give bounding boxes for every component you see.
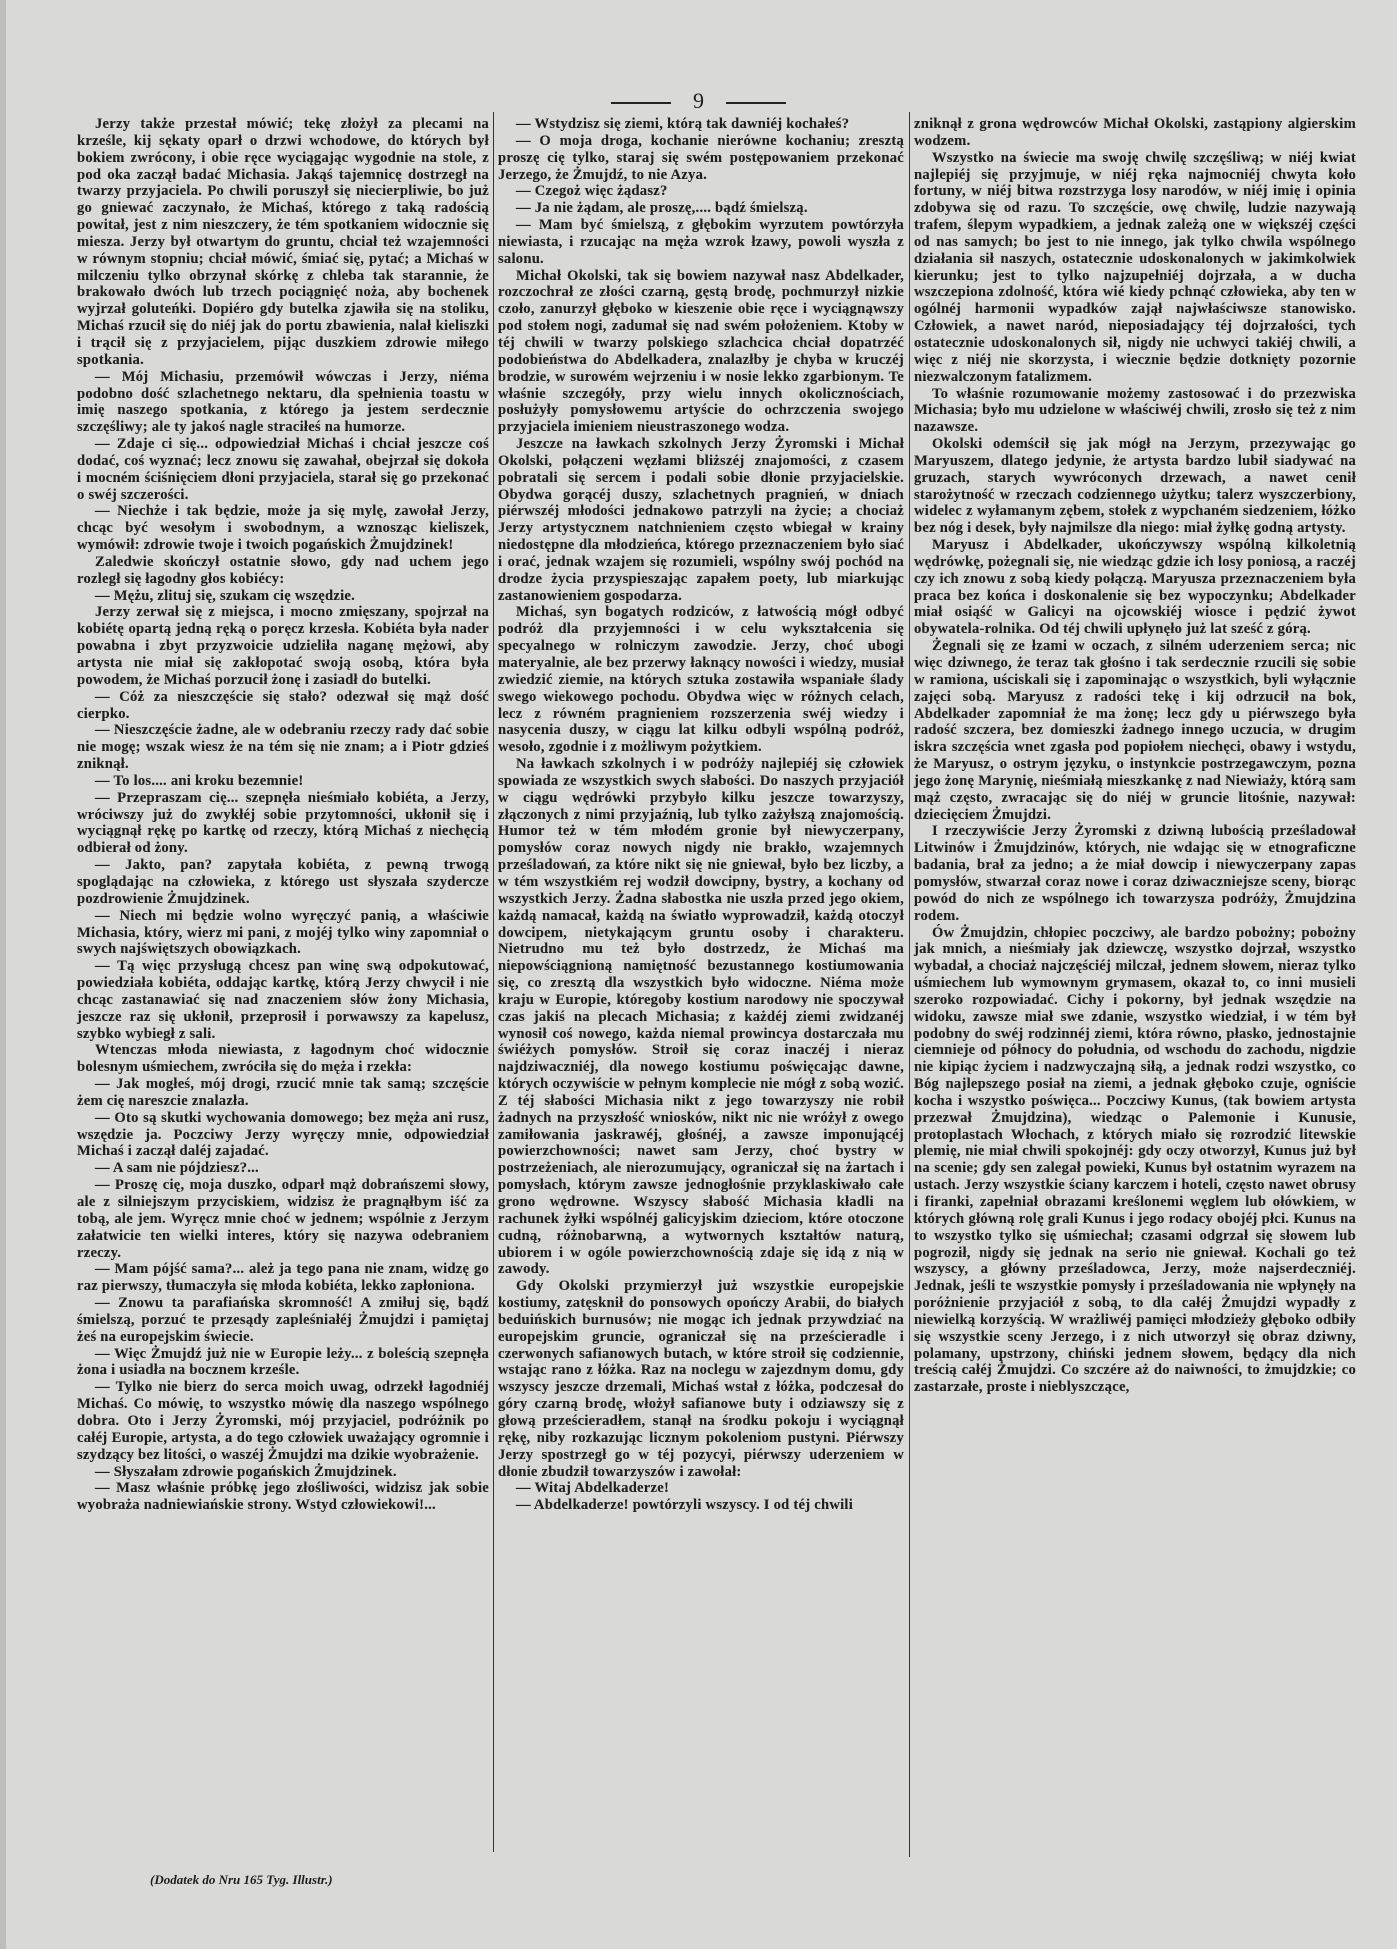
paragraph: Wszystko na świecie ma swoję chwilę szczęśliwą; w niéj kwiat najlepiéj się przyjmuje, w niéj ręka najmocniéj chwyta koło fortuny, w niéj bitwa rozstrzyga losy narodów, w niéj imię i opinia zdobywa się od razu. To szczęście, owę chwilę, ludzie nazywają trafem, ślepym wypadkiem, a jednak zależą one w większéj części od nas samych; bo jest to nie innego, jak tylko chwila wspólnego działania sił naszych, ostatecznie udoskonalonych w jakimkolwiek kierunku; jest to tylko najzupełniéj dojrzała, a w ducha wszczepiona zdolność, która wié kiedy pchnąć człowieka, aby ten w ogólnéj harmonii wypadków zajął najwłaściwsze stanowisko. Człowiek, a nawet naród, nieposiadający téj dojrzałości, tych ostatecznie udoskonalonych sił, nigdy nie uchwyci takiéj chwili, a więc z niéj nie skorzysta, i wiecznie będzie dotknięty pozornie niezwalczonym fatalizmem. xyxy=(914,149,1356,385)
paragraph: Jerzy zerwał się z miejsca, i mocno zmięszany, spojrzał na kobiétę opartą jedną ręką o poręcz krzesła. Kobiéta była nader powabna i zbyt przyzwoicie udzieliła naganę mężowi, aby artysta nie miał się zakłopotać swoją osobą, która była powodem, że Michaś porzucił żonę i zasiadł do butelki. xyxy=(77,604,489,688)
paragraph: — Słyszałam zdrowie pogańskich Żmujdzinek. xyxy=(95,1463,397,1480)
supplement-note: (Dodatek do Nru 165 Tyg. Illustr.) xyxy=(150,1872,333,1887)
paragraph: — Zdaje ci się... odpowiedział Michaś i chciał jeszcze coś dodać, coś wyznać; lecz znowu się zawahał, obejrzał się dokoła i mocném ściśnięciem dłoni przyjaciela, starał się go przekonać o swéj szczerości. xyxy=(77,436,489,503)
paragraph: Wtenczas młoda niewiasta, z łagodnym choć widocznie bolesnym uśmiechem, zwróciła się do męża i rzekła: xyxy=(77,1042,489,1076)
paragraph: — Abdelkaderze! powtórzyli wszyscy. I od téj chwili xyxy=(516,1497,854,1514)
paragraph: — Oto są skutki wychowania domowego; bez męża ani rusz, wszędzie ja. Poczciwy Jerzy wyręczy mnie, odpowiedział Michaś i zaczął daléj zajadać. xyxy=(77,1109,489,1160)
paragraph: — Jak mogłeś, mój drogi, rzucić mnie tak samą; szczęście żem cię nareszcie znalazła. xyxy=(77,1076,489,1109)
paragraph: — Ja nie żądam, ale proszę,.... bądź śmielszą. xyxy=(516,200,808,217)
paragraph: Gdy Okolski przymierzył już wszystkie europejskie kostiumy, zatęsknił do ponsowych opończy Arabii, do białych beduińskich burnusów; nie mogąc ich jednak przywdziać na europejskim gruncie, ograniczał się na prześcieradle i czerwonych safianowych butach, w które stroił się codziennie, wstając rano z łóżka. Raz na noclegu w zajezdnym domu, gdy wszyscy jeszcze drzemali, Michaś wstał z łóżka, podczesał do góry czarną brodę, włożył safianowe buty i odziawszy się z głową prześcieradłem, stanął na środku pokoju i wyciągnął rękę, niby rozkazując licznym pokoleniom pustyni. Piérwszy Jerzy spostrzegł go w téj pozycyi, piérwszy uderzeniem w dłonie zbudził towarzyszów i zawołał: xyxy=(498,1278,904,1480)
paragraph: Maryusz i Abdelkader, ukończywszy wspólną kilkoletnią wędrówkę, pożegnali się, nie wiedząc gdzie ich losy poniosą, a raczéj czy ich znowu z sobą kiedy połączą. Maryusza przeznaczeniem była praca bez końca i doskonalenie się bez wypoczynku; Abdelkader miał osiąść w Galicyi na ojcowskiéj wiosce i pędzić żywot obywatela-rolnika. Od téj chwili upłynęło już lat sześć z górą. xyxy=(914,537,1356,638)
paragraph: — Cóż za nieszczęście się stało? odezwał się mąż dość cierpko. xyxy=(77,688,489,722)
paragraph: zniknął z grona wędrowców Michał Okolski, zastąpiony algierskim wodzem. xyxy=(914,116,1356,149)
paragraph: — Wstydzisz się ziemi, którą tak dawniéj kochałeś? xyxy=(516,116,850,132)
column-2 xyxy=(498,116,904,1514)
paragraph: — Nieszczęście żadne, ale w odebraniu rzeczy rady dać sobie nie mogę; wszak wiesz że na tém się nie znam; a i Piotr gdzieś zniknął. xyxy=(77,722,489,773)
paragraph: Michaś, syn bogatych rodziców, z łatwością mógł odbyć podróż dla przyjemności i w celu wykształcenia się specyalnego w rolniczym zawodzie. Jerzy, choć ubogi materyalnie, ale bez przerwy łaknący nowości i wiedzy, musiał zwiedzić ziemie, na których sztuka zostawiła wspaniałe ślady swego wiekowego pochodu. Obydwa więc w różnych celach, lecz z równém pragnieniem rozszerzenia swéj wiedzy i nasycenia duszy, w ciągu lat kilku odbyli wspólną podróż, wesoło, zgodnie i z możliwym pożytkiem. xyxy=(498,604,904,756)
paragraph: — Jakto, pan? zapytała kobiéta, z pewną trwogą spoglądając na człowieka, z którego ust słyszała szydercze pozdrowienie Żmujdzinek. xyxy=(77,857,489,907)
paragraph: Ów Żmujdzin, chłopiec poczciwy, ale bardzo pobożny; pobożny jak mnich, a nieśmiały jak dziewczę, wszystko dojrzał, wszystko wybadał, a chociaż najczęściéj milczał, jednem słowem, nieraz tylko uśmiechem lub wymownym grymasem, okazał to, co inni musieli szeroko rozpowiadać. Cichy i pokorny, był jednak wszędzie na widoku, zawsze miał swe zdanie, wszystko wiedział, i w tém był podobny do swéj rodzinnéj ziemi, która równo, płasko, jednostajnie ciemnieje od północy do południa, od wschodu do zachodu, nigdzie nie kipiąc życiem i nadzwyczajną siłą, a jednak rodzi wszystko, co Bóg najlepszego posiał na ziemi, a jednak głęboko czuje, ogniście kocha i wszystko poświęca... Poczciwy Kunus, (tak bowiem artysta przezwał Żmujdzina), wiedząc o Palemonie i Kunusie, protoplastach Włochach, z których miało się rozrodzić litewskie plemię, nie miał chwili spokojnéj: gdy oczy otworzył, Kunus już był na scenie; gdy sen zalegał powieki, Kunus był ostatnim wyrazem na ustach. Jerzy wszystkie ściany karczem i hoteli, często nawet obrusy i firanki, zapełniał obrazami kreślonemi węglem lub ołówkiem, w których główną rolę grali Kunus i jego rodacy obojéj płci. Kunus na to wszystko tylko się uśmiechał; czasami odgrzał się słowem lub pogroził, nigdy się jednak na serio nie gniewał. Kochali go też wszyscy, a główny prześladowca, Jerzy, może najserdeczniéj. Jednak, jeśli te wszystkie pomysły i prześladowania nie wpłynęły na poróżnienie przyjaciół z sobą, to dla całéj Żmujdzi wypadły z niewielką korzyścią. W wrażliwéj pamięci młodzieży głęboko odbiły się wszystkie sceny Jerzego, i z nich utworzył się obraz dziwny, polamany, upstrzony, chiński jednem słowem, będący dla nich treścią całéj Żmujdzi. Co szczére aż do naiwności, to żmujdzkie; co zastarzałe, proste i nieblyszczące, xyxy=(914,924,1356,1396)
column-3 xyxy=(914,116,1356,1396)
paragraph: — Niechże i tak będzie, może ja się mylę, zawołał Jerzy, chcąc być wesołym i swobodnym, a wznosząc kieliszek, wymówił: zdrowie twoje i twoich pogańskich Żmujdzinek! xyxy=(77,503,489,554)
paragraph: — Masz właśnie próbkę jego złośliwości, widzisz jak sobie wyobraża nadniewiańskie strony. Wstyd człowiekowi!... xyxy=(77,1480,489,1514)
dash-right xyxy=(726,102,786,104)
paragraph: — Tylko nie bierz do serca moich uwag, odrzekł łagodniéj Michaś. Co mówię, to wszystko mówię dla naszego wspólnego dobra. Oto i Jerzy Żyromski, mój przyjaciel, podróżnik po całéj Europie, artysta, a do tego człowiek uważający ogromnie i szydzący bez litości, o waszéj Żmujdzi ma dzikie wyobrażenie. xyxy=(77,1379,489,1463)
paragraph: — Mam pójść sama?... ależ ja tego pana nie znam, widzę go raz pierwszy, tłumaczyła się młoda kobiéta, lekko zapłoniona. xyxy=(77,1261,489,1295)
paragraph: Jerzy także przestał mówić; tekę złożył za plecami na krześle, kij sękaty oparł o drzwi wchodowe, do których był bokiem zwrócony, i obie ręce wyciągając wygodnie na stole, z pod oka zaczął badać Michasia. Jakąś tajemnicę dostrzegł na twarzy przyjaciela. Po chwili poruszył się niecierpliwie, bo już go gniewać zaczynało, że Michaś, którego z taką radością powitał, jest z nim nieszczery, że tém spotkaniem widocznie się miesza. Jerzy był otwartym do gruntu, chciał też wzajemności w równym stopniu; chciał mówić, śmiać się, pytać; a Michaś w milczeniu tylko obrzynał skórkę z chleba tak starannie, że brakowało dwóch lub trzech pociągnięć noża, aby bochenek wyjrzał golutеńki. Dopiéro gdy butelka zjawiła się na stoliku, Michaś rzucił się do niéj jak do portu zbawienia, nalał kieliszki i trącił się z przyjacielem, pijąc duszkiem zdrowie miłego spotkania. xyxy=(77,116,489,368)
paragraph: Na ławkach szkolnych i w podróży najlepiéj się człowiek spowiada ze wszystkich swych słabości. Do naszych przyjaciół w ciągu wędrówki przybyło kilku jeszcze towarzyszy, złączonych z nimi przyjaźnią, lub tylko zażyłszą znajomością. Humor też w tém młodém gronie był niewyczerpany, pomysłów coraz nowych nigdy nie brakło, wzajemnych prześladowań, za które nikt się nie gniewał, było bez liczby, a w tém wszystkiém rej wodził dowcipny, bystry, a kochany od wszystkich Jerzy. Żadna słabostka nie uszła przed jego okiem, każdą namacał, każdą na światło wyprowadził, każdą otoczył dowcipem, nietykającym gruntu osoby i charakteru. Nietrudno mu też było dostrzedz, że Michaś ma niepowściągnioną namiętność bezustannego kostiumowania się, co zresztą dla wszystkich było widoczne. Niéma może kraju w Europie, któregoby kostium narodowy nie spoczywał czas jakiś na plecach Michasia; z każdéj ziemi zwidzanéj wynosił coś nowego, każda niemal prowincya dostarczała mu świéżych pomysłów. Stroił się coraz inaczéj i nieraz najdziwaczniéj, dla nowego kostiumu poświęcając dawne, których oczywiście w pełnym komplecie nie mógł z sobą wozić. Z téj słabości Michasia nikt z jego towarzyszy nie robił żadnych na przyszłość wniosków, nikt nic nie wróżył z owego zamiłowania jaskrawéj, głośnéj, a zawsze imponującéj powierzchowności; nawet sam Jerzy, choć bystry w postrzeżeniach, ale nierozumujący, ograniczał się na żartach i pomysłach, którym zawsze jednogłośnie przyklaskiwało całe grono wędrowne. Wszyscy słabość Michasia kładli na rachunek żyłki wspólnéj galicyjskim dzieciom, które otoczone cudną, różnobarwną, a wytwornych kształtów naturą, ubiorem i w ogóle powierzchownością zdaje się idą z nią w zawody. xyxy=(498,756,904,1278)
paragraph: — Znowu ta parafiańska skromność! A zmiłuj się, bądź śmielszą, porzuć te przesądy zapleśniałéj Żmujdzi i pamiętaj żeś na europejskim świecie. xyxy=(77,1295,489,1345)
paragraph: To właśnie rozumowanie możemy zastosować i do przezwiska Michasia; było mu udzielone w właściwéj chwili, zrosło się też z nim nazawsze. xyxy=(914,385,1356,436)
paragraph: — Mężu, zlituj się, szukam cię wszędzie. xyxy=(95,587,356,604)
page-number: 9 xyxy=(693,88,704,113)
paragraph: — Przepraszam cię... szepnęła nieśmiało kobiéta, a Jerzy, wróciwszy już do zwykłéj sobie przytomności, ukłonił się i wyciągnął rękę po kartkę od rzeczy, którą Michaś z niechęcią odbierał od żony. xyxy=(77,789,489,857)
dash-left xyxy=(611,102,671,104)
paragraph: — Tą więc przysługą chcesz pan winę swą odpokutować, powiedziała kobiéta, oddając kartkę, którą Jerzy chwycił i nie chcąc zastanawiać się nad znaczeniem słów żony Michasia, jeszcze raz się ukłonił, przeprosił i porwawszy za kapelusz, szybko wybiegł z sali. xyxy=(77,958,489,1042)
paragraph: — A sam nie pójdziesz?... xyxy=(95,1160,259,1177)
column-divider xyxy=(493,112,494,1852)
paragraph: — To los.... ani kroku bezemnie! xyxy=(95,772,304,789)
paragraph: — Mam być śmielszą, z głębokim wyrzutem powtórzyła niewiasta, i rzucając na męża wzrok łzawy, powoli wyszła z salonu. xyxy=(498,217,904,267)
page-edge xyxy=(0,0,6,1949)
paragraph: Żegnali się ze łzami w oczach, z silném uderzeniem serca; nic więc dziwnego, że teraz tak głośno i tak serdecznie rzucili się sobie w ramiona, uściskali się i zapominając o wszystkich, byli wyłącznie zajęci sobą. Maryusz z radości tekę i kij odrzucił na bok, Abdelkader zapomniał że ma żonę; lecz gdy u piérwszego była radość szczera, bez domieszki żadnego innego uczucia, w drugim iskra szczęścia wnet zgasła pod popiołem niechęci, obawy i wstydu, że Maryusz, o ostrym języku, o instynkcie postrzegawczym, pozna jego żonę Marynię, nieśmiałą mieszkankę z nad Niewiaży, którą sam mąż często, zwracając się do niéj w gruncie litośnie, nazywał: dziecięciem Żmujdzi. xyxy=(914,638,1356,823)
paragraph: — Więc Żmujdź już nie w Europie leży... z boleścią szepnęła żona i usiadła na bocznem krześle. xyxy=(77,1345,489,1379)
paragraph: — Proszę cię, moja duszko, odparł mąż dobrańszemi słowy, ale z silniejszym przyciskiem, widzisz że pragnąłbym iść za tobą, ale jem. Wyręcz mnie choć w jednem; wspólnie z Jerzym załatwicie ten wielki interes, który się nazywa odebraniem rzeczy. xyxy=(77,1177,489,1261)
column-1 xyxy=(77,116,489,1514)
paragraph: — O moja droga, kochanie nierówne kochaniu; zresztą proszę cię tylko, staraj się swém postępowaniem przekonać Jerzego, że Żmujdź, to nie Azya. xyxy=(498,132,904,183)
paragraph: I rzeczywiście Jerzy Żyromski z dziwną lubością prześladował Litwinów i Żmujdzinów, których, nie wdając się w etnograficzne badania, brał za jedno; a że miał dowcip i niewyczerpany zapas pomysłów, stwarzał coraz nowe i coraz dziwaczniejsze sceny, biorąc powód do nich ze wspólnego ich towarzysza podróży, Żmujdzina rodem. xyxy=(914,823,1356,924)
paragraph: — Czegoż więc żądasz? xyxy=(516,183,668,200)
paragraph: — Niech mi będzie wolno wyręczyć panią, a właściwie Michasia, który, wierz mi pani, z mojéj tylko winy zapomniał o swych najświętszych obowiązkach. xyxy=(77,907,489,958)
column-divider xyxy=(909,112,910,1857)
paragraph: — Witaj Abdelkaderze! xyxy=(516,1480,670,1497)
paragraph: Okolski odemścił się jak mógł na Jerzym, przezywając go Maryuszem, dlatego jedynie, że artysta bardzo lubił siadywać na gruzach, starych wywróconych drzewach, a nawet cenił starożytność w rzeczach codziennego użytku; talerz wyszczerbiony, widelec z wyłamanym zębem, stołek z wypchaném siedzeniem, łóżko bez nóg i desek, były najmilsze dla niego: miał żyłkę godną artysty. xyxy=(914,436,1356,537)
paragraph: Michał Okolski, tak się bowiem nazywał nasz Abdelkader, rozczochrał ze złości czarną, gęstą brodę, pochmurzył nizkie czoło, zanurzył głęboko w kieszenie obie ręce i wyciągnąwszy pod stołem nogi, zadumał się nad swém położeniem. Ktoby w téj chwili w twarzy polskiego szlachcica chciał dopatrzéć podobieństwa do Abdelkadera, znalazłby je chyba w kruczéj brodzie, w surowém wejrzeniu i w nosie lekko zgarbionym. Te właśnie szczegóły, przy wielu innych okolicznościach, posłużyły pomysłowemu artyście do ochrzczenia swojego przyjaciela imieniem nieustraszonego wodza. xyxy=(498,267,904,436)
page-number-header xyxy=(0,88,1397,114)
paragraph: Jeszcze na ławkach szkolnych Jerzy Żyromski i Michał Okolski, połączeni węzłami bliższéj znajomości, z czasem pobratali się sercem i podali sobie dłonie przyjacielskie. Obydwa gorącéj duszy, szlachetnych pragnień, w dniach piérwszéj młodości jednakowo patrzyli na życie; a chociaż Jerzy artystycznem natchnieniem często wbiegał w krainy niedostępne dla młodzieńca, którego przeznaczeniem było siać i orać, jednak wzajem się rozumieli, wspólny swój pochód na drodze życia przyspieszając zapałem poety, lub miarkując zastanowieniem gospodarza. xyxy=(498,436,904,604)
paragraph: Zaledwie skończył ostatnie słowo, gdy nad uchem jego rozległ się łagodny głos kobiécy: xyxy=(77,553,489,587)
paragraph: — Mój Michasiu, przemówił wówczas i Jerzy, niéma podobno dość szlachetnego nektaru, dla spełnienia toastu w imię naszego spotkania, z którego ja jestem serdecznie szczęśliwy; ale ty jakoś nagle straciłeś na humorze. xyxy=(77,368,489,436)
